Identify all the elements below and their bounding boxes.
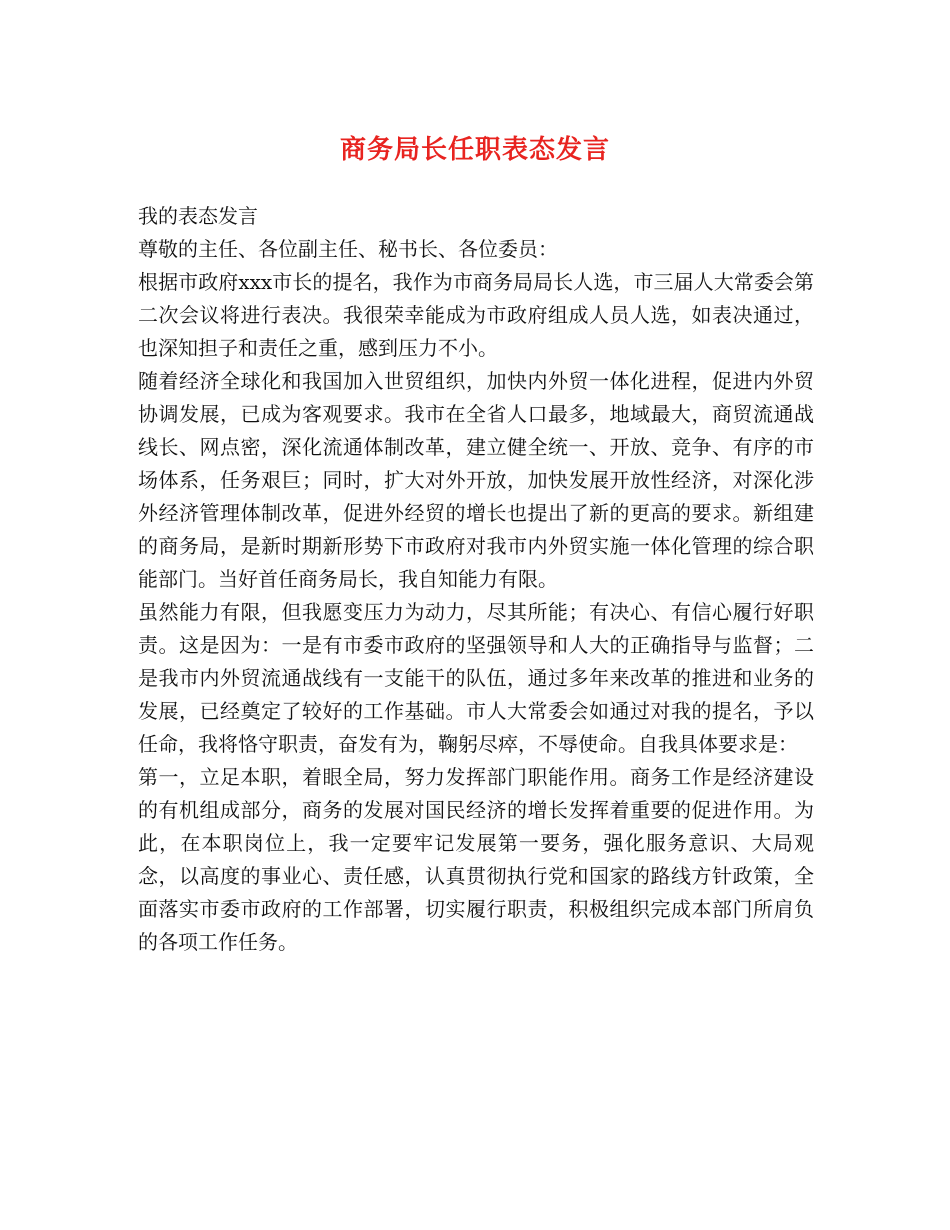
paragraph-background: 随着经济全球化和我国加入世贸组织，加快内外贸一体化进程，促进内外贸协调发展，已成为客观要求。我市在全省人口最多，地域最大，商贸流通战线长、网点密，深化流通体制改革，建立健全统一、开放、竞争、有序的市场体系，任务艰巨；同时，扩大对外开放，加快发展开放性经济，对深化涉外经济管理体制改革，促进外经贸的增长也提出了新的更高的要求。新组建的商务局，是新时期新形势下市政府对我市内外贸实施一体化管理的综合职能部门。当好首任商务局长，我自知能力有限。 [138,369,814,591]
paragraph-heading: 我的表态发言 [138,204,258,228]
document-title: 商务局长任职表态发言 [339,135,610,165]
paragraph-salutation: 尊敬的主任、各位副主任、秘书长、各位委员： [138,237,558,261]
paragraph-intro: 根据市政府xxx市长的提名，我作为市商务局局长人选，市三届人大常委会第二次会议将进行表决。我很荣幸能成为市政府组成人员人选，如表决通过，也深知担子和责任之重，感到压力不小。 [138,270,814,360]
paragraph-point-one: 第一，立足本职，着眼全局，努力发挥部门职能作用。商务工作是经济建设的有机组成部分，商务的发展对国民经济的增长发挥着重要的促进作用。为此，在本职岗位上，我一定要牢记发展第一要务，强化服务意识、大局观念，以高度的事业心、责任感，认真贯彻执行党和国家的路线方针政策，全面落实市委市政府的工作部署，切实履行职责，积极组织完成本部门所肩负的各项工作任务。 [138,765,814,954]
document-body [138,200,814,959]
paragraph-commitment: 虽然能力有限，但我愿变压力为动力，尽其所能；有决心、有信心履行好职责。这是因为：一是有市委市政府的坚强领导和人大的正确指导与监督；二是我市内外贸流通战线有一支能干的队伍，通过多年来改革的推进和业务的发展，已经奠定了较好的工作基础。市人大常委会如通过对我的提名，予以任命，我将恪守职责，奋发有为，鞠躬尽瘁，不辱使命。自我具体要求是： [138,600,814,756]
